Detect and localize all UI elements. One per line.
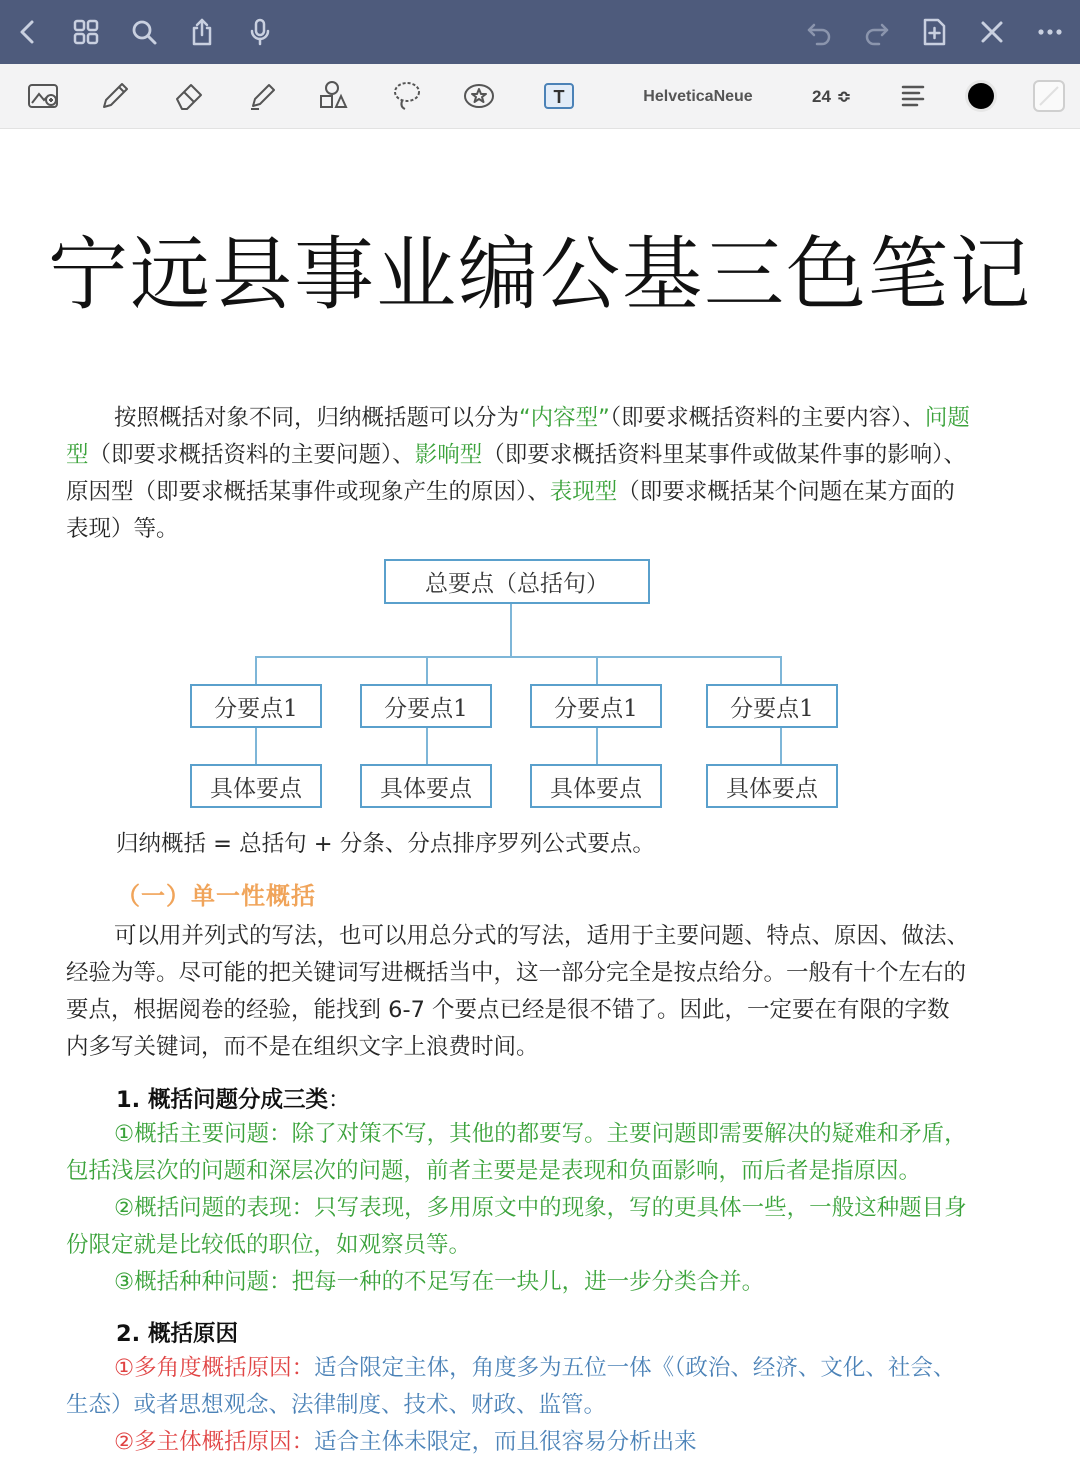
connector-line — [596, 727, 598, 765]
image-tool-icon[interactable] — [20, 74, 66, 118]
intro-paragraph: 按照概括对象不同，归纳概括题可以分为“内容型”（即要求概括资料的主要内容）、问题型（即要求概括资料的主要问题）、影响型（即要求概括资料里某事件或做某件事的影响）、原因型（即要求概括某事件或现象产生的原因）、表现型（即要求概括某个问题在某方面的表现）等。 — [66, 405, 970, 542]
diagram-branch-node: 分要点1 — [530, 684, 662, 728]
background-fill-icon[interactable] — [1026, 74, 1072, 118]
back-chevron-icon[interactable] — [8, 12, 48, 52]
document-title: 宁远县事业编公基三色笔记 — [48, 228, 1032, 321]
formula-line: 归纳概括 = 总括句 + 分条、分点排序罗列公式要点。 — [116, 831, 655, 857]
add-page-icon[interactable] — [914, 12, 954, 52]
font-size-value: 24 — [812, 87, 831, 106]
subheading: 1. 概括问题分成三类： — [116, 1087, 351, 1113]
body-paragraph: 可以用并列式的写法，也可以用总分式的写法，适用于主要问题、特点、原因、做法、经验为等。尽可能的把关键词写进概括当中，这一部分完全是按点给分。一般有十个左右的要点，根据阅卷的经验，能找到 6-7 个要点已经是很不错了。因此，一定要在有限的字数内多写关键词，而不是在组织文字上浪费时间。 — [66, 923, 970, 1060]
microphone-icon[interactable] — [240, 12, 280, 52]
more-options-icon[interactable] — [1030, 12, 1070, 52]
text-tool-icon[interactable] — [536, 74, 582, 118]
diagram-detail-node: 具体要点 — [706, 764, 838, 808]
subheading: 2. 概括原因 — [116, 1321, 239, 1347]
drawing-toolbar — [0, 64, 1080, 129]
font-size-selector[interactable] — [812, 84, 851, 110]
green-note: ③概括种种问题：把每一种的不足写在一块儿，进一步分类合并。 — [114, 1269, 765, 1295]
diagram-branch-node: 分要点1 — [360, 684, 492, 728]
sticker-tool-icon[interactable] — [456, 74, 502, 118]
connector-line — [255, 727, 257, 765]
green-note: ①概括主要问题：除了对策不写，其他的都要写。主要问题即需要解决的疑难和矛盾，包括浅层次的问题和深层次的问题，前者主要是是表现和负面影响，而后者是指原因。 — [66, 1121, 967, 1184]
shapes-tool-icon[interactable] — [310, 74, 356, 118]
highlighter-tool-icon[interactable] — [240, 74, 286, 118]
redo-icon[interactable] — [856, 12, 896, 52]
connector-line — [780, 727, 782, 765]
svg-text:T: T — [553, 87, 565, 107]
diagram-branch-node: 分要点1 — [706, 684, 838, 728]
green-note: ②概括问题的表现：只写表现，多用原文中的现象，写的更具体一些，一般这种题目身份限定就是比较低的职位，如观察员等。 — [66, 1195, 967, 1258]
undo-icon[interactable] — [800, 12, 840, 52]
font-size-stepper-icon: ≎ — [836, 87, 852, 106]
connector-line — [255, 656, 257, 686]
share-icon[interactable] — [182, 12, 222, 52]
color-picker[interactable] — [958, 74, 1004, 118]
top-navigation-bar — [0, 0, 1080, 64]
diagram-detail-node: 具体要点 — [530, 764, 662, 808]
cause-note: ②多主体概括原因：适合主体未限定，而且很容易分析出来 — [114, 1429, 697, 1455]
diagram-detail-node: 具体要点 — [360, 764, 492, 808]
connector-line — [426, 656, 428, 686]
connector-line — [510, 603, 512, 657]
grid-view-icon[interactable] — [66, 12, 106, 52]
cause-note: ①多角度概括原因：适合限定主体，角度多为五位一体《（政治、经济、文化、社会、生态）或者思想观念、法律制度、技术、财政、监管。 — [66, 1355, 956, 1418]
close-icon[interactable] — [972, 12, 1012, 52]
text-align-icon[interactable] — [892, 74, 938, 118]
connector-line — [780, 656, 782, 686]
connector-line — [426, 727, 428, 765]
lasso-tool-icon[interactable] — [384, 74, 430, 118]
font-name-selector[interactable]: HelveticaNeue — [643, 88, 753, 105]
pen-tool-icon[interactable] — [92, 74, 138, 118]
current-color-swatch — [968, 83, 994, 109]
section-heading: （一）单一性概括 — [116, 882, 316, 910]
connector-line — [255, 656, 782, 658]
diagram-root-node: 总要点（总括句） — [384, 559, 650, 604]
connector-line — [596, 656, 598, 686]
diagram-branch-node: 分要点1 — [190, 684, 322, 728]
search-icon[interactable] — [124, 12, 164, 52]
diagram-detail-node: 具体要点 — [190, 764, 322, 808]
eraser-tool-icon[interactable] — [166, 74, 212, 118]
